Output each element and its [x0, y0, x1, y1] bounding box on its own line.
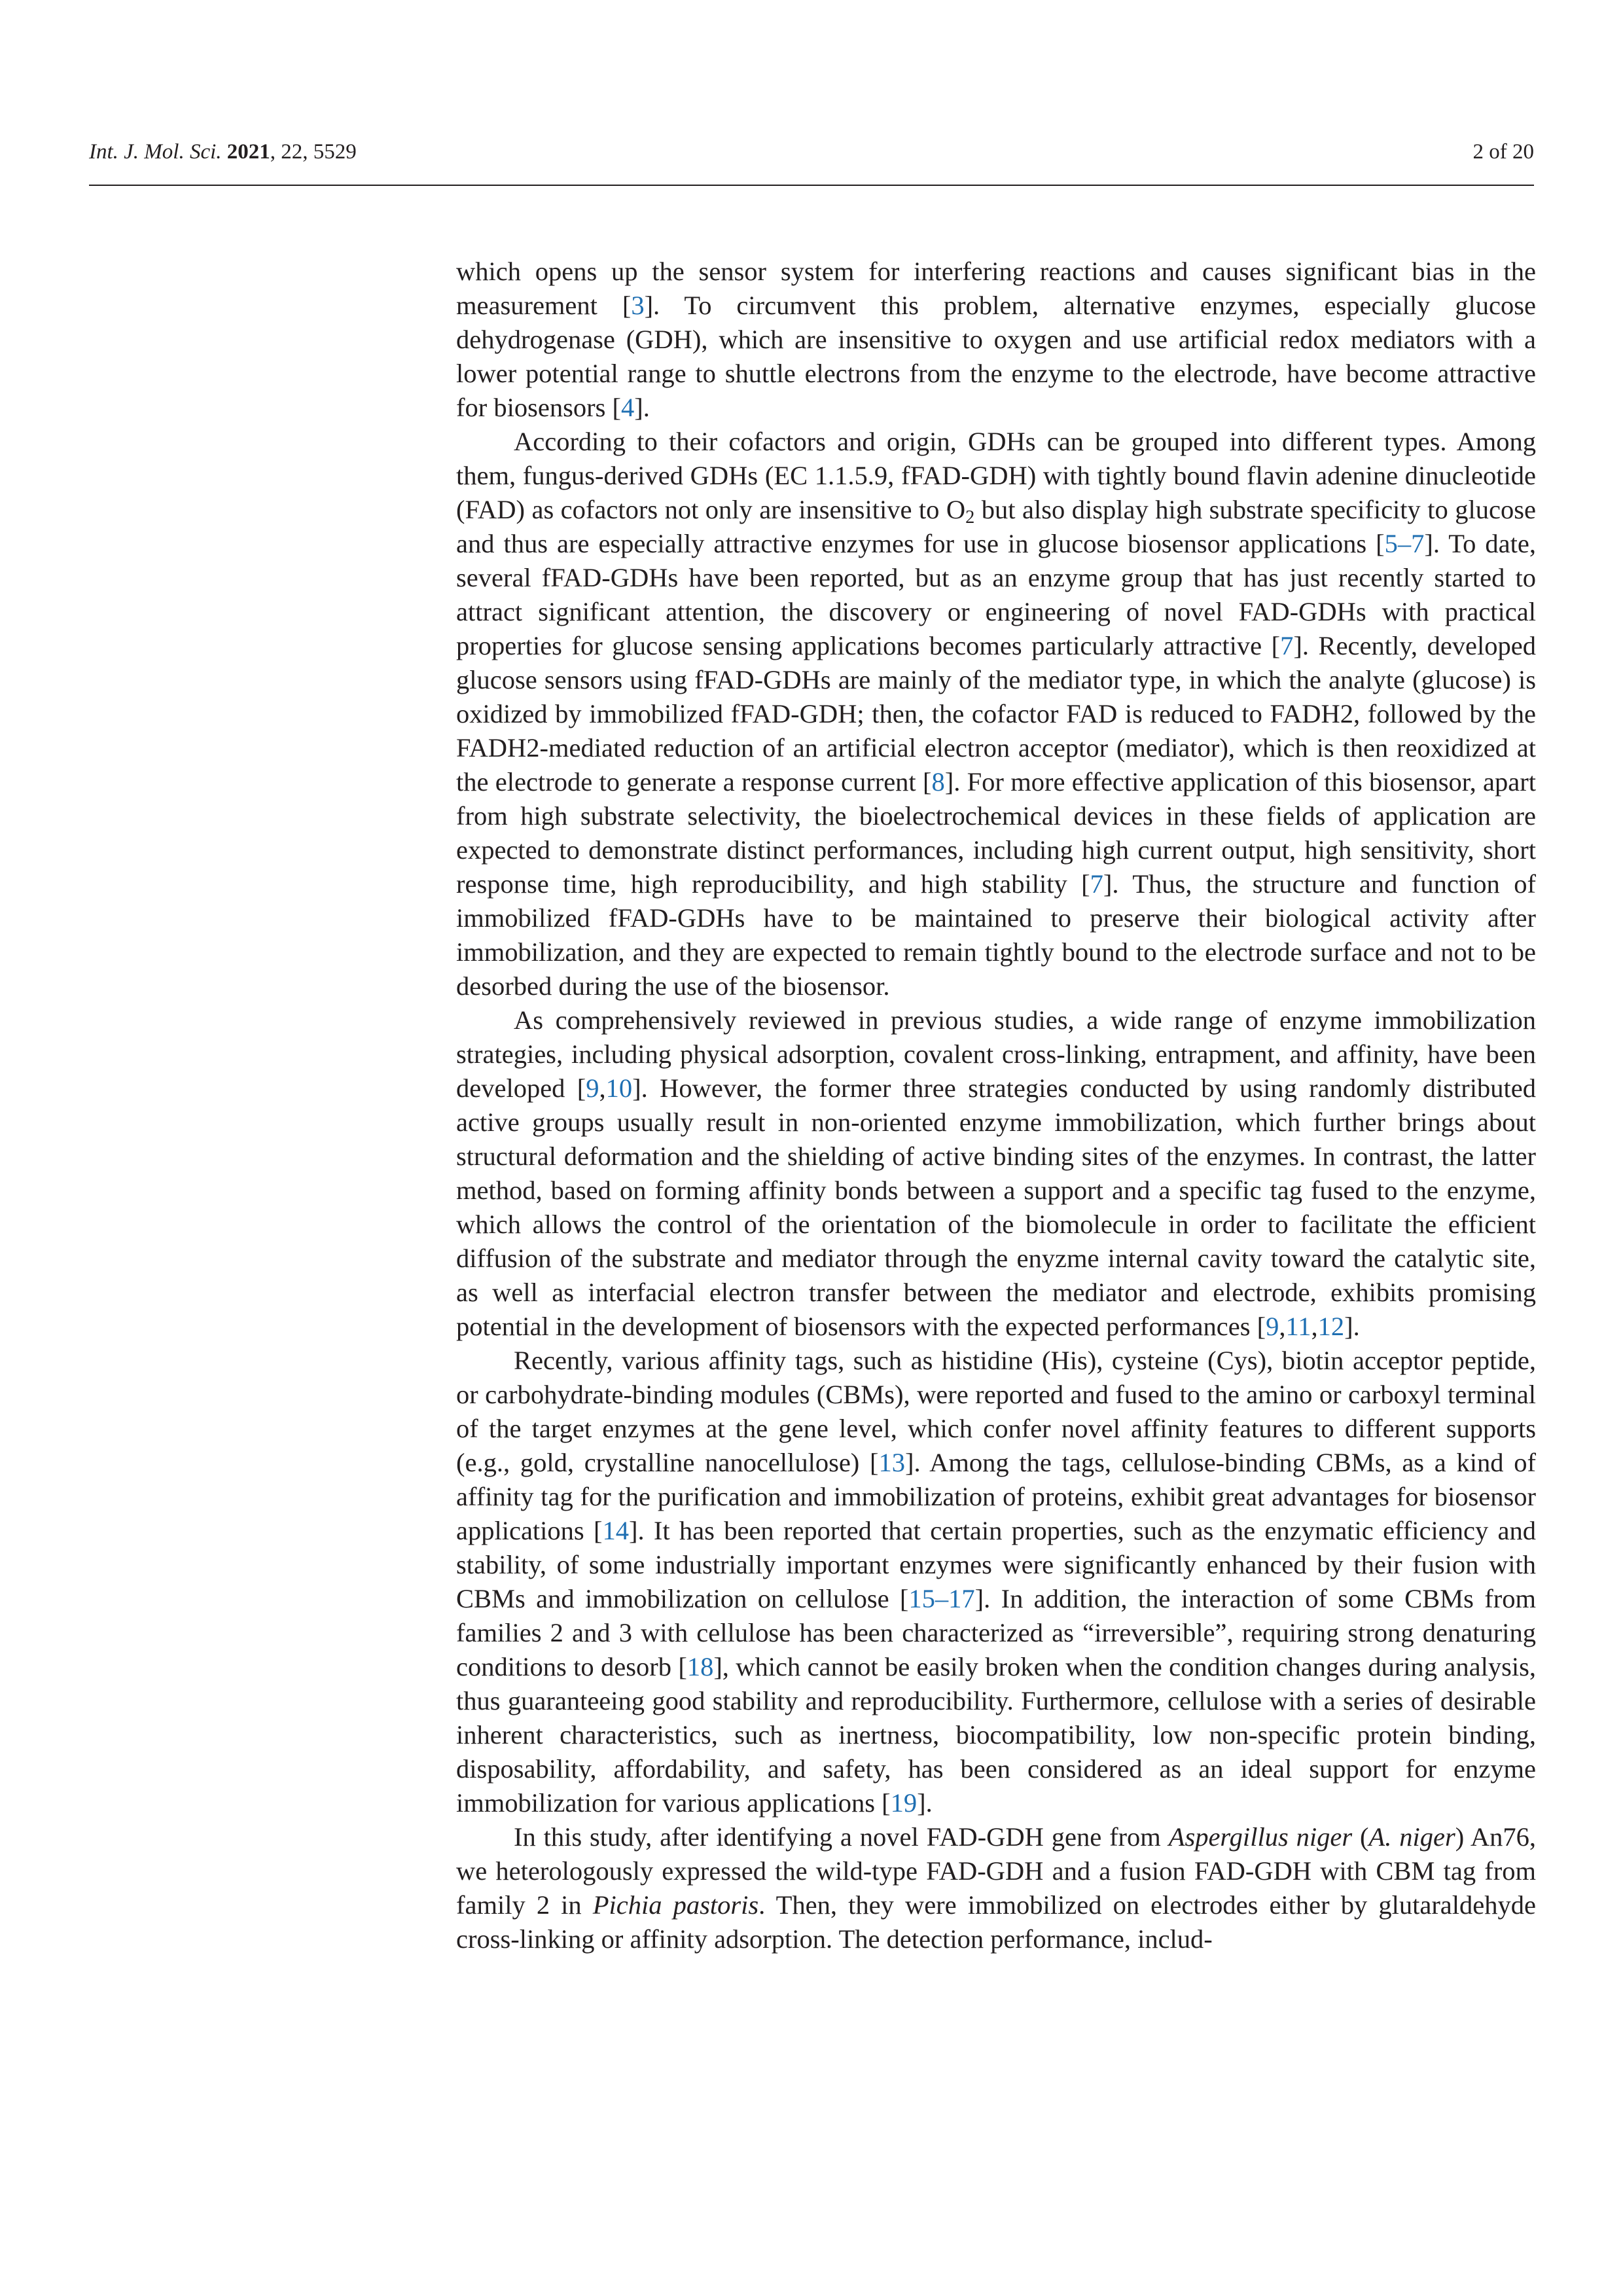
citation-link[interactable]: 4 [620, 393, 635, 422]
citation-link[interactable]: 11 [1285, 1312, 1311, 1341]
citation-link[interactable]: 5–7 [1384, 529, 1425, 558]
text-run: ]. It has been reported that certain properties, such as the enzymatic efficiency and stability, of some industrially important enzymes were significantly enhanced by their fusion with CBMs and immobilization on cellulose [ [456, 1516, 1536, 1613]
italic-term: A. niger [1368, 1822, 1455, 1852]
journal-citation [89, 140, 357, 164]
citation-link[interactable]: 18 [687, 1652, 714, 1681]
italic-term: Aspergillus niger [1168, 1822, 1353, 1852]
body-text [456, 255, 1536, 1956]
citation-link[interactable]: 7 [1280, 631, 1294, 660]
text-run: As comprehensively reviewed in previous studies, a wide range of enzyme immobilization strategies, including physical adsorption, covalent cross-linking, entrapment, and affinity, have been developed [ [456, 1005, 1536, 1103]
citation-link[interactable]: 14 [602, 1516, 629, 1545]
text-run: ]. [1344, 1312, 1360, 1341]
text-run: ) An76, we heterologously expressed the wild-type FAD-GDH and a fusion FAD-GDH with CBM tag from family 2 in [456, 1822, 1536, 1920]
citation-link[interactable]: 3 [631, 291, 645, 320]
citation-link[interactable]: 13 [878, 1448, 906, 1477]
text-run: ]. To date, several fFAD-GDHs have been reported, but as an enzyme group that has just recently started to attract significant attention, the discovery or engineering of novel FAD-GDHs with practical properties for glucose sensing applications becomes particularly attractive [ [456, 529, 1536, 660]
body-paragraph [456, 255, 1536, 425]
journal-year: 2021 [226, 140, 270, 164]
text-run: According to their cofactors and origin, GDHs can be grouped into different types. Among them, fungus-derived GDHs (EC 1.1.5.9, fFAD-GDH) with tightly bound flavin adenine dinucleotide (FAD) as cofactors not only are insensitive to O [456, 427, 1536, 524]
text-run: ]. To circumvent this problem, alternative enzymes, especially glucose dehydrogenase (GDH), which are insensitive to oxygen and use artificial redox mediators with a lower potential range to shuttle electrons from the enzyme to the electrode, have become attractive for biosensors [ [456, 291, 1536, 422]
text-run: ( [1352, 1822, 1369, 1852]
citation-link[interactable]: 15–17 [908, 1584, 975, 1613]
journal-name: Int. J. Mol. Sci. [89, 140, 222, 164]
body-paragraph [456, 1003, 1536, 1344]
subscript: 2 [965, 507, 975, 528]
text-run: ]. Recently, developed glucose sensors using fFAD-GDHs are mainly of the mediator type, in which the analyte (glucose) is oxidized by immobilized fFAD-GDH; then, the cofactor FAD is reduced to FADH2, followed by the FADH2-mediated reduction of an artificial electron acceptor (mediator), which is then reoxidized at the electrode to generate a response current [ [456, 631, 1536, 797]
page-number: 2 of 20 [1472, 140, 1534, 164]
text-run: ]. [917, 1788, 933, 1818]
citation-link[interactable]: 9 [1266, 1312, 1279, 1341]
text-run: , [1279, 1312, 1286, 1341]
text-run: Recently, various affinity tags, such as histidine (His), cysteine (Cys), biotin acceptor peptide, or carbohydrate-binding modules (CBMs), were reported and fused to the amino or carboxyl terminal of the target enzymes at the gene level, which confer novel affinity features to different supports (e.g., gold, crystalline nanocellulose) [ [456, 1346, 1536, 1477]
text-run: In this study, after identifying a novel FAD-GDH gene from [514, 1822, 1169, 1852]
body-paragraph [456, 1344, 1536, 1820]
text-run: ]. Among the tags, cellulose-binding CBMs, as a kind of affinity tag for the purification and immobilization of proteins, exhibit great advantages for biosensor applications [ [456, 1448, 1537, 1545]
text-run: ]. For more effective application of this biosensor, apart from high substrate selectivity, the bioelectrochemical devices in these fields of application are expected to demonstrate distinct performances, including high current output, high sensitivity, short response time, high reproducibility, and high stability [ [456, 767, 1536, 899]
text-run: , [1311, 1312, 1318, 1341]
citation-link[interactable]: 12 [1317, 1312, 1345, 1341]
italic-term: Pichia pastoris [592, 1890, 759, 1920]
text-run: , [599, 1073, 606, 1103]
text-run: which opens up the sensor system for interfering reactions and causes significant bias in the measurement [ [456, 257, 1536, 320]
text-run: ]. However, the former three strategies conducted by using randomly distributed active groups usually result in non-oriented enzyme immobilization, which further brings about structural deformation and the shielding of active binding sites of the enzymes. In contrast, the latter method, based on forming affinity bonds between a support and a specific tag fused to the enzyme, which allows the control of the orientation of the biomolecule in order to facilitate the efficient diffusion of the substrate and mediator through the enyzme internal cavity toward the catalytic site, as well as interfacial electron transfer between the mediator and electrode, exhibits promising potential in the development of biosensors with the expected performances [ [456, 1073, 1536, 1341]
text-run: ]. In addition, the interaction of some CBMs from families 2 and 3 with cellulose has been characterized as “irreversible”, requiring strong denaturing conditions to desorb [ [456, 1584, 1536, 1681]
text-run: ]. [634, 393, 650, 422]
body-paragraph [456, 1820, 1536, 1956]
page-header [89, 140, 1534, 186]
citation-link[interactable]: 7 [1090, 869, 1103, 899]
text-run: ]. Thus, the structure and function of immobilized fFAD-GDHs have to be maintained to preserve their biological activity after immobilization, and they are expected to remain tightly bound to the electrode surface and not to be desorbed during the use of the biosensor. [456, 869, 1536, 1001]
citation-link[interactable]: 10 [605, 1073, 633, 1103]
citation-link[interactable]: 19 [890, 1788, 918, 1818]
text-run: ], which cannot be easily broken when the condition changes during analysis, thus guaranteeing good stability and reproducibility. Furthermore, cellulose with a series of desirable inherent characteristics, such as inertness, biocompatibility, low non-specific protein binding, disposability, affordability, and safety, has been considered as an ideal support for enzyme immobilization for various applications [ [456, 1652, 1536, 1818]
text-run: but also display high substrate specificity to glucose and thus are especially attractive enzymes for use in glucose biosensor applications [ [456, 495, 1536, 558]
text-run: . Then, they were immobilized on electrodes either by glutaraldehyde cross-linking or affinity adsorption. The detection performance, includ- [456, 1890, 1536, 1954]
citation-link[interactable]: 8 [931, 767, 945, 797]
body-paragraph [456, 425, 1536, 1003]
journal-volume-issue: , 22, 5529 [270, 140, 357, 164]
citation-link[interactable]: 9 [586, 1073, 599, 1103]
